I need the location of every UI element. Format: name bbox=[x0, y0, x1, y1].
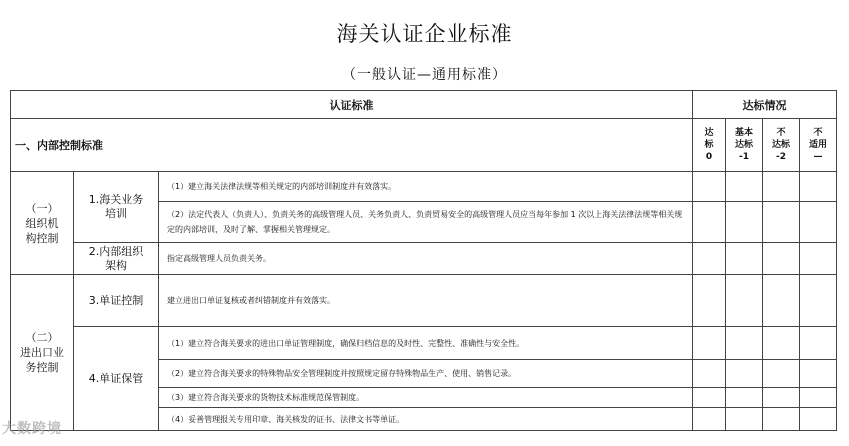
header-compliance: 达标情况 bbox=[693, 91, 837, 119]
mark-cell[interactable] bbox=[800, 202, 837, 243]
mark-cell[interactable] bbox=[726, 408, 763, 431]
col-compliant: 达 标 0 bbox=[693, 119, 726, 172]
document-title: 海关认证企业标准 bbox=[336, 22, 513, 46]
mark-cell[interactable] bbox=[693, 202, 726, 243]
mark-cell[interactable] bbox=[693, 360, 726, 388]
watermark-logo: 大数跨境 bbox=[2, 421, 62, 437]
standard-text: （4）妥善管理报关专用印章、海关核发的证书、法律文书等单证。 bbox=[159, 408, 693, 431]
mark-cell[interactable] bbox=[800, 172, 837, 202]
mark-cell[interactable] bbox=[693, 327, 726, 360]
mark-cell[interactable] bbox=[763, 275, 800, 327]
col-basic-compliant: 基本 达标 -1 bbox=[726, 119, 763, 172]
subitem-document-control: 3.单证控制 bbox=[74, 275, 159, 327]
mark-cell[interactable] bbox=[693, 172, 726, 202]
mark-cell[interactable] bbox=[726, 388, 763, 408]
mark-cell[interactable] bbox=[763, 202, 800, 243]
mark-cell[interactable] bbox=[800, 275, 837, 327]
section-title: 一、内部控制标准 bbox=[11, 119, 693, 172]
standard-text: （1）建立符合海关要求的进出口单证管理制度，确保归档信息的及时性、完整性、准确性与安全性。 bbox=[159, 327, 693, 360]
mark-cell[interactable] bbox=[800, 408, 837, 431]
col-not-applicable: 不 适用 — bbox=[800, 119, 837, 172]
category-import-export-control: （二） 进出口业 务控制 bbox=[11, 275, 74, 431]
col-non-compliant: 不 达标 -2 bbox=[763, 119, 800, 172]
mark-cell[interactable] bbox=[726, 243, 763, 275]
mark-cell[interactable] bbox=[693, 243, 726, 275]
mark-cell[interactable] bbox=[693, 275, 726, 327]
mark-cell[interactable] bbox=[800, 388, 837, 408]
standard-text: 指定高级管理人员负责关务。 bbox=[159, 243, 693, 275]
mark-cell[interactable] bbox=[726, 360, 763, 388]
mark-cell[interactable] bbox=[693, 408, 726, 431]
mark-cell[interactable] bbox=[763, 388, 800, 408]
standard-text: 建立进出口单证复核或者纠错制度并有效落实。 bbox=[159, 275, 693, 327]
standard-text: （3）建立符合海关要求的货物技术标准规范保管制度。 bbox=[159, 388, 693, 408]
mark-cell[interactable] bbox=[800, 243, 837, 275]
standard-text: （1）建立海关法律法规等相关规定的内部培训制度并有效落实。 bbox=[159, 172, 693, 202]
mark-cell[interactable] bbox=[763, 327, 800, 360]
document-subtitle: （一般认证—通用标准） bbox=[342, 67, 507, 83]
mark-cell[interactable] bbox=[800, 327, 837, 360]
category-org-control: （一） 组织机 构控制 bbox=[11, 172, 74, 275]
mark-cell[interactable] bbox=[800, 360, 837, 388]
mark-cell[interactable] bbox=[726, 202, 763, 243]
subitem-customs-training: 1.海关业务 培训 bbox=[74, 172, 159, 243]
subitem-org-structure: 2.内部组织 架构 bbox=[74, 243, 159, 275]
mark-cell[interactable] bbox=[763, 408, 800, 431]
mark-cell[interactable] bbox=[726, 172, 763, 202]
mark-cell[interactable] bbox=[763, 243, 800, 275]
header-standards: 认证标准 bbox=[11, 91, 693, 119]
subitem-document-custody: 4.单证保管 bbox=[74, 327, 159, 431]
mark-cell[interactable] bbox=[763, 172, 800, 202]
mark-cell[interactable] bbox=[726, 275, 763, 327]
mark-cell[interactable] bbox=[726, 327, 763, 360]
standards-table bbox=[10, 90, 837, 431]
mark-cell[interactable] bbox=[693, 388, 726, 408]
standard-text: （2）法定代表人（负责人）、负责关务的高级管理人员、关务负责人、负责贸易安全的高级管理人员应当每年参加 1 次以上海关法律法规等相关规定的内部培训，及时了解、掌握相关管理规定。 bbox=[159, 202, 693, 243]
mark-cell[interactable] bbox=[763, 360, 800, 388]
standard-text: （2）建立符合海关要求的特殊物品安全管理制度并按照规定留存特殊物品生产、使用、销售记录。 bbox=[159, 360, 693, 388]
